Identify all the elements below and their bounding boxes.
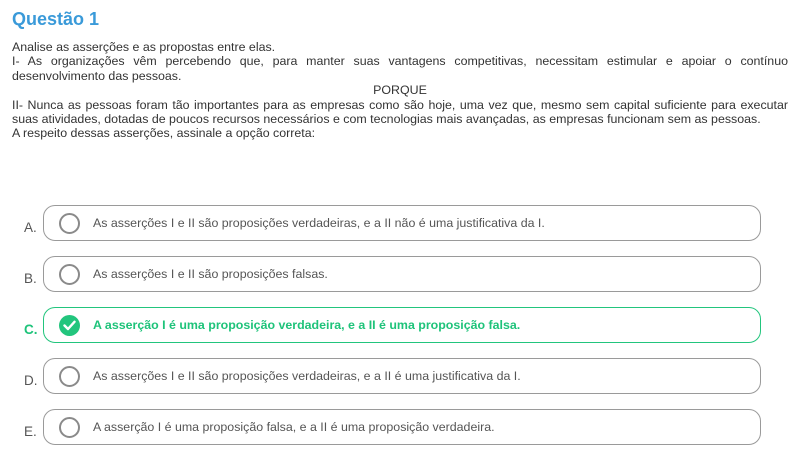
option-letter: E. [24,424,37,439]
radio-empty-icon [59,213,80,234]
option-e-button[interactable] [43,409,761,445]
option-a [0,205,804,241]
option-text: A asserção I é uma proposição falsa, e a II é uma proposição verdadeira. [93,420,495,434]
option-d-button[interactable] [43,358,761,394]
assertion-1: I- As organizações vêm percebendo que, para manter suas vantagens competitivas, necessitam estimular e apoiar o contínuo desenvolvimento das pessoas. [12,54,788,83]
radio-empty-icon [59,366,80,387]
check-circle-icon [59,315,80,336]
option-e [0,409,804,445]
option-letter: D. [24,373,38,388]
option-b [0,256,804,292]
option-b-button[interactable] [43,256,761,292]
assertion-connector: PORQUE [373,83,427,98]
option-letter: B. [24,271,37,286]
option-c-button[interactable] [43,307,761,343]
assertion-2: II- Nunca as pessoas foram tão importantes para as empresas como são hoje, uma vez que, mesmo sem capital suficiente para executar suas atividades, dotadas de poucos recursos necessários e com tecnologias mais avançadas, as empresas funcionam sem as pessoas. [12,97,788,127]
option-text: As asserções I e II são proposições falsas. [93,267,328,281]
radio-empty-icon [59,264,80,285]
option-letter: C. [24,322,38,337]
option-letter: A. [24,220,37,235]
option-text: As asserções I e II são proposições verdadeiras, e a II é uma justificativa da I. [93,369,521,383]
option-c [0,307,804,343]
question-statement [12,40,788,141]
option-d [0,358,804,394]
option-a-button[interactable] [43,205,761,241]
question-intro: Analise as asserções e as propostas entre elas. [12,40,276,54]
option-text: As asserções I e II são proposições verdadeiras, e a II não é uma justificativa da I. [93,216,545,230]
question-title: Questão 1 [12,9,100,29]
radio-empty-icon [59,417,80,438]
question-prompt: A respeito dessas asserções, assinale a opção correta: [12,126,316,141]
option-text: A asserção I é uma proposição verdadeira, e a II é uma proposição falsa. [93,318,521,332]
